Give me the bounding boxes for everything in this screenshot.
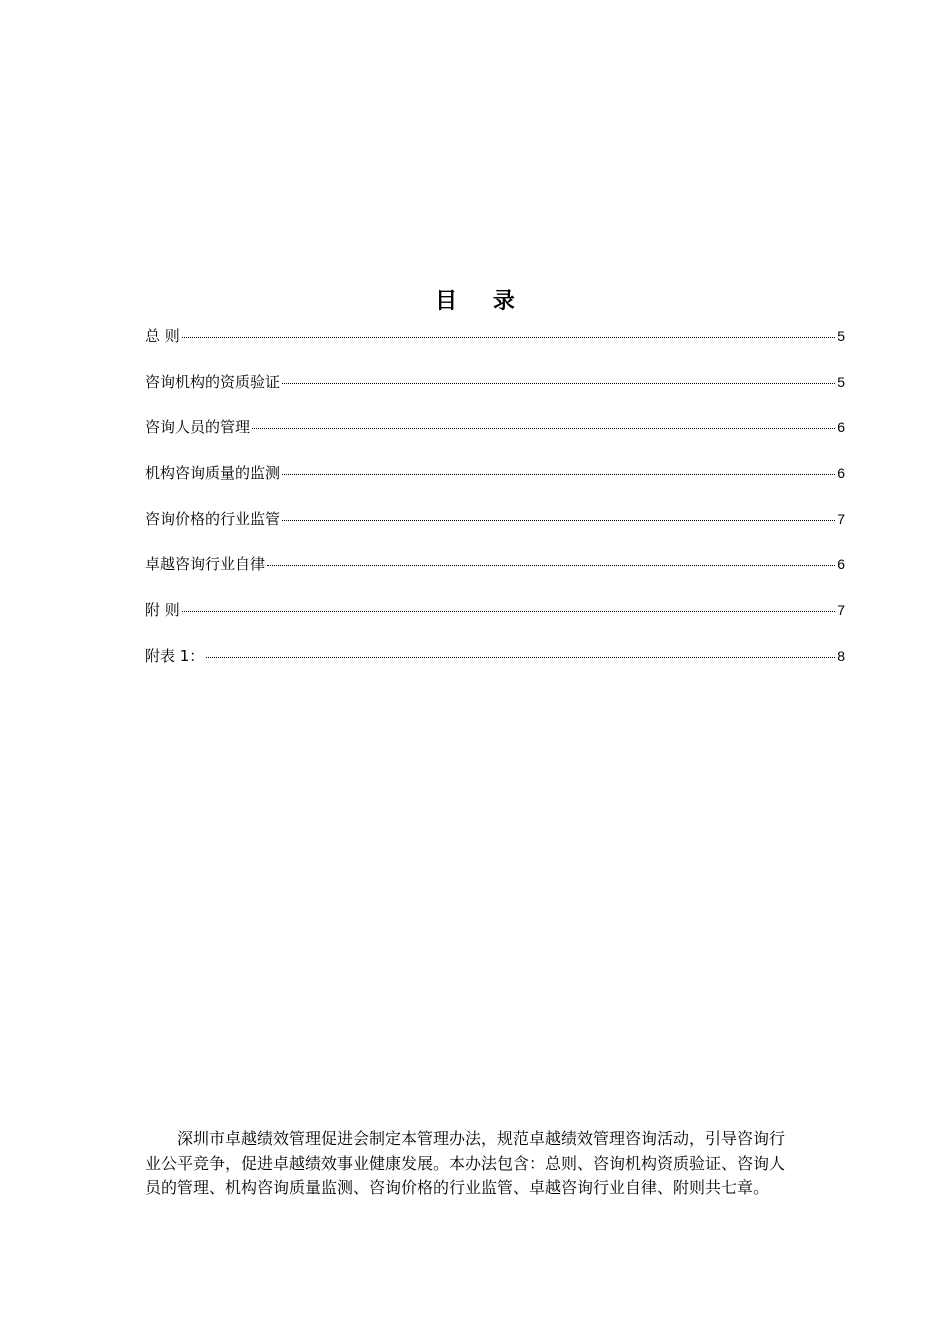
toc-dot-leader: [206, 657, 835, 658]
toc-entry-label: 附 则: [145, 601, 180, 620]
toc-entry-label: 咨询机构的资质验证: [145, 372, 281, 391]
toc-entry-page: 6: [837, 419, 845, 436]
summary-paragraph: 深圳市卓越绩效管理促进会制定本管理办法，规范卓越绩效管理咨询活动，引导咨询行业公平竞争，促进卓越绩效事业健康发展。本办法包含：总则、咨询机构资质验证、咨询人员的管理、机构咨询质量监测、咨询价格的行业监管、卓越咨询行业自律、附则共七章。: [145, 1129, 786, 1197]
toc-dot-leader: [267, 565, 835, 566]
toc-dot-leader: [182, 337, 835, 338]
toc-entry-page: 6: [837, 556, 845, 573]
toc-entry-page: 6: [837, 465, 845, 482]
toc-entry-page: 7: [837, 510, 845, 527]
toc-entry[interactable]: [145, 461, 845, 507]
toc-entry-page: 8: [837, 647, 845, 664]
toc-dot-leader: [282, 520, 835, 521]
toc-entry[interactable]: [145, 370, 845, 416]
toc-dot-leader: [182, 611, 835, 612]
toc-entry-label: 机构咨询质量的监测: [145, 464, 281, 483]
toc-entry[interactable]: [145, 644, 845, 690]
toc-entry-page: 7: [837, 602, 845, 619]
toc-entry-page: 5: [837, 373, 845, 390]
toc-entry[interactable]: [145, 552, 845, 598]
toc-entry[interactable]: [145, 507, 845, 553]
toc-entry-label: 咨询价格的行业监管: [145, 509, 281, 528]
toc-entry[interactable]: [145, 415, 845, 461]
toc-dot-leader: [282, 383, 835, 384]
toc-dot-leader: [252, 428, 835, 429]
toc-entry-label: 总 则: [145, 327, 180, 345]
toc-entry-label: 附表 1：: [145, 646, 205, 665]
toc-entry-label: 咨询人员的管理: [145, 418, 251, 437]
toc-entry-page: 5: [837, 328, 845, 344]
toc-title: 目 录: [435, 289, 529, 314]
toc-entry-label: 卓越咨询行业自律: [145, 555, 266, 574]
table-of-contents: [145, 324, 845, 690]
toc-entry[interactable]: [145, 598, 845, 644]
toc-dot-leader: [282, 474, 835, 475]
toc-entry[interactable]: [145, 324, 845, 370]
